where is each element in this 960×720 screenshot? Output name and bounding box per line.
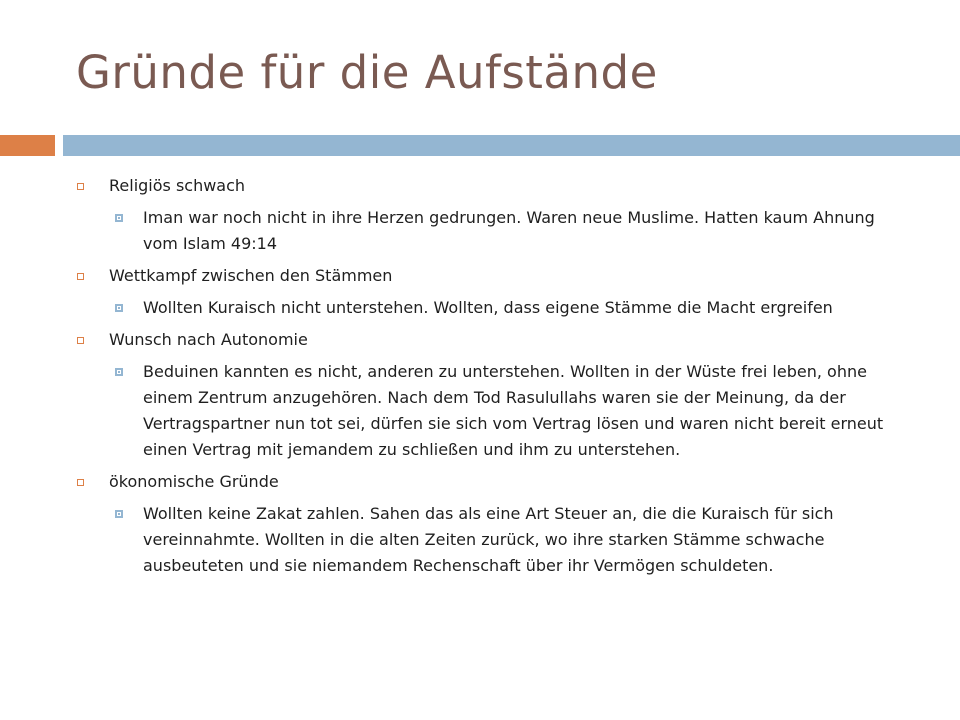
square-bullet-icon	[77, 273, 84, 280]
bullet-item	[76, 327, 906, 353]
slide-title: Gründe für die Aufstände	[76, 46, 658, 99]
square-sub-bullet-icon	[115, 368, 123, 376]
bullet-text: Wettkampf zwischen den Stämmen	[109, 266, 393, 285]
sub-bullet-text: Wollten keine Zakat zahlen. Sahen das als eine Art Steuer an, die die Kuraisch für sich vereinnahmte. Wollten in die alten Zeiten zurück, wo ihre starken Stämme schwache ausbeuteten und sie niemandem Rechenschaft über ihr Vermögen schuldeten.	[143, 504, 834, 575]
bullet-text: Religiös schwach	[109, 176, 246, 195]
square-sub-bullet-icon	[115, 510, 123, 518]
bullet-list	[76, 173, 906, 585]
bullet-item	[76, 469, 906, 495]
bullet-item	[76, 263, 906, 289]
accent-bar-orange	[0, 135, 55, 156]
bullet-text: Wunsch nach Autonomie	[109, 330, 308, 349]
sub-bullet-item	[109, 205, 906, 257]
square-bullet-icon	[77, 479, 84, 486]
square-sub-bullet-icon	[115, 304, 123, 312]
bullet-item	[76, 173, 906, 199]
square-bullet-icon	[77, 183, 84, 190]
square-sub-bullet-icon	[115, 214, 123, 222]
sub-bullet-item	[109, 295, 906, 321]
bullet-text: ökonomische Gründe	[109, 472, 279, 491]
sub-bullet-item	[109, 501, 906, 579]
sub-bullet-text: Iman war noch nicht in ihre Herzen gedrungen. Waren neue Muslime. Hatten kaum Ahnung vom Islam 49:14	[143, 208, 875, 253]
accent-bar-blue	[63, 135, 960, 156]
square-bullet-icon	[77, 337, 84, 344]
sub-bullet-item	[109, 359, 906, 463]
sub-bullet-text: Beduinen kannten es nicht, anderen zu unterstehen. Wollten in der Wüste frei leben, ohne einem Zentrum anzugehören. Nach dem Tod Rasulullahs waren sie der Meinung, da der Vertragspartner nun tot sei, dürfen sie sich vom Vertrag lösen und waren nicht bereit erneut einen Vertrag mit jemandem zu schließen und ihm zu unterstehen.	[143, 362, 884, 459]
sub-bullet-text: Wollten Kuraisch nicht unterstehen. Wollten, dass eigene Stämme die Macht ergreifen	[143, 298, 833, 317]
